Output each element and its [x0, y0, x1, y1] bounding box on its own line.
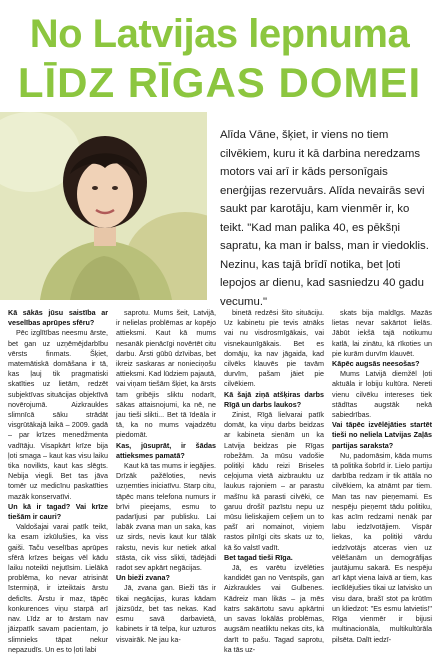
question-heading: Un kā ir tagad? Vai krīze tiešām ir cauri?	[8, 501, 108, 522]
question-heading: Kā sākās jūsu saistība ar veselības aprūpes sfēru?	[8, 308, 108, 328]
answer-paragraph: Pēc izglītības neesmu ārste, bet gan uz uzņēmējdarbību vērsts finmats. Šķiet, matemātiskā domāšana ir tā, kas ļauj tik pragmatiski skatīties uz lietām, redzēt subjektīvas situācijas objektīvā novērojumā. Aizkraukles slimnīcā sāku strādāt visgrūtākajā laikā – 2009. gadā – par krīzes menedžmenta vadītāju. Visapkārt krīze bija ļoti smaga – kaut kas visu laiku tika novilkts, kaut kas slēgts. Nebija viegli. Bet tas jāva tomēr uz medicīnu paskatīties mazāk konservatīvi.	[8, 328, 108, 501]
answer-paragraph: Valdošajai varai patīk teikt, ka esam izkūlušies, ka viss gaiši. Taču veselības aprūpes sfērā krīzes beigas vēl kādu laiku noteikti nejutīsim. Lielākā problēma, ko nevar atrisināt īstermiņā, ir izteiktais ārstu deficīts. Ārstu ir maz, tāpēc konkurences viņu starpā arī nav. Līdz ar to ārstam nav jāizpatīk savam pacientam, jo slimnieks tāpat nekur nepazudīs. Un es to ļoti labi	[8, 522, 108, 654]
answer-paragraph: binetā redzēsi šito situāciju. Uz kabinetu pie tevis atnāks vai nu visdrosmīgākais, vai visnekaunīgākais. Bet es domāju, ka nav jāgaida, kad cilvēks klauvēs pie tavām durvīm, pašam jāiet pie cilvēkiem.	[224, 308, 324, 389]
headline-line-1: No Latvijas lepnuma	[29, 12, 410, 56]
answer-paragraph: Jā, zvana gan. Bieži tās ir tikai negācijas, kuras kādam jāizsūdz, bet tas nekas. Kad esmu savā darbavietā, kabinets ir tā telpa, kur uzturos visvairāk. Ne jau ka-	[116, 583, 216, 644]
question-heading: Vai tāpēc izvēlējāties startēt tieši no neliela Latvijas Zaļās partijas saraksta?	[332, 420, 432, 450]
question-heading: Kāpēc augsās neesošas?	[332, 359, 420, 369]
question-heading: Bet tagad tieši Rīga.	[224, 552, 293, 562]
question-heading: Kas, jūsuprāt, ir šādas attieksmes pamatā?	[116, 440, 216, 460]
answer-paragraph: Nu, padomāsim, kāda mums tā politika šobrīd ir. Lielo partiju darbība redzam ir tik attāla no cilvēkiem, ka atnāmt par tiem. Man tas nav pieņemami. Es nespēju pieņemt tādu politiku, kas acīm redzami nenāk par labu iedzīvotājiem. Vispār liekas, ka politiķi vārdu iedzīvotājs atceras vien uz vēlēšanām un demogrāfijas jautājumu sakarā. Es nespēju arī kāpt viena laivā ar tiem, kas iecīklējušies tikai uz latvisko un visu dara, brašī stot pa krūtīm un kliedzot: "Es esmu latvietis!" Rīga vienmēr ir bijusi multinacionāla, multikultūrāla pilsēta. Dalīt iedzī-	[332, 450, 432, 644]
answer-paragraph: Jā, es varētu izvēlēties kandidēt gan no Ventspils, gan Aizkraukles vai Gulbenes. Kādreiz man likās – ja mēs katrs sakārtotu savu apkārtni un savas lokālās problēmas, augsām neatliktu nekas cits, kā darīt to pašu. Tagad saprotu, ka tās uz-	[224, 563, 324, 654]
headline-line-2: LĪDZ RĪGAS DOMEI	[17, 59, 422, 106]
question-heading: Un bieži zvana?	[116, 573, 170, 583]
article-column-4	[332, 308, 432, 645]
article-column-3	[224, 308, 324, 655]
answer-paragraph: Zinist, Rīgā lielvarai patīk domāt, ka viņu darbs beidzas ar kabineta sienām un ka Latvija beidzas pie Rīgas robežām. Ja mūsu vadošie politiķi kādu reizi Briseles ceļojuma vietā aizbrauktu uz laukus rajoniem – ar parastu mašīnu kā parasti cilvēki, ce garuu drošiī pazīstu nepu uz mūsu lieliskajiem ceļiem un to pašī ari nomainot, viņiem rastos pilnīgi cits skats uz to, kā šo valstī vadīt.	[224, 410, 324, 552]
article-columns	[8, 308, 434, 654]
answer-paragraph: Kaut kā tas mums ir iegājies. Drīzāk pažēloties, nevis uzņemties iniciatīvu. Starp citu, tāpēc mans telefona numurs ir brīvi pieejams, esmu to padarījusi par publisku. Lai labāk zvana man un saka, kas uz sirds, nevis kaut kur tālāk rakstu, nevis kur netiek atkal stāsta, cik viss slikti, tādējādi radot sev apkārt negācijas.	[116, 461, 216, 573]
answer-paragraph: saprotu. Mums šeit, Latvijā, ir nelielas problēmas ar kopējo attieksmi. Kaut kā mums nesanāk pienācīgi novērtēt citu darbu. Ārsti gūbū dzīvibas, bet ikreiz saskaras ar nonieciņošu attieksmi. Kad lūdziem pajautā, vai viņam tiešām šķiet, ka ārsts tam gribējis sliktu nodarīt, sākas attaisnojumi, ka nē, ne jau tieši slikti... Bet tā īdeāla ir tā, ka no mums vajadzētu piedomāt.	[116, 308, 216, 440]
article-column-1	[8, 308, 108, 655]
portrait-photo	[0, 112, 207, 300]
intro-paragraph: Alīda Vāne, šķiet, ir viens no tiem cilvēkiem, kuru it kā darbina neredzams motors vai arī ir kāds personīgais enerģijas rezervuārs. Alīda nevairās sevi saukt par karotāju, kam vienmēr ir, ko teikt. "Kad man palika 40, es pēkšņi sapratu, ka man ir balss, man ir viedoklis. Nezinu, kas tajā brīdī notika, bet ļoti lepojos ar dienu, kad sasniedzu 40 gadu vecumu."	[220, 129, 429, 308]
portrait-illustration	[0, 112, 207, 300]
answer-paragraph: Mums Latvijā diemžēl ļoti aktuāla ir lobiju kultūra. Nereti vienu cilvēku intereses tiek stādītas augstāk nekā sabiedrības.	[332, 369, 432, 420]
question-heading: Kā šajā ziņā atšķiras darbs Rīgā un darbs laukos?	[224, 389, 324, 409]
answer-paragraph: skats bija maldīgs. Mazās lietas nevar sakārtot lielās. Jābūt iekšā tajā notikumu katlā, lai zinātu, kā rīkoties un pie kurām durvīm klauvēt.	[332, 308, 432, 358]
article-column-2	[116, 308, 216, 645]
